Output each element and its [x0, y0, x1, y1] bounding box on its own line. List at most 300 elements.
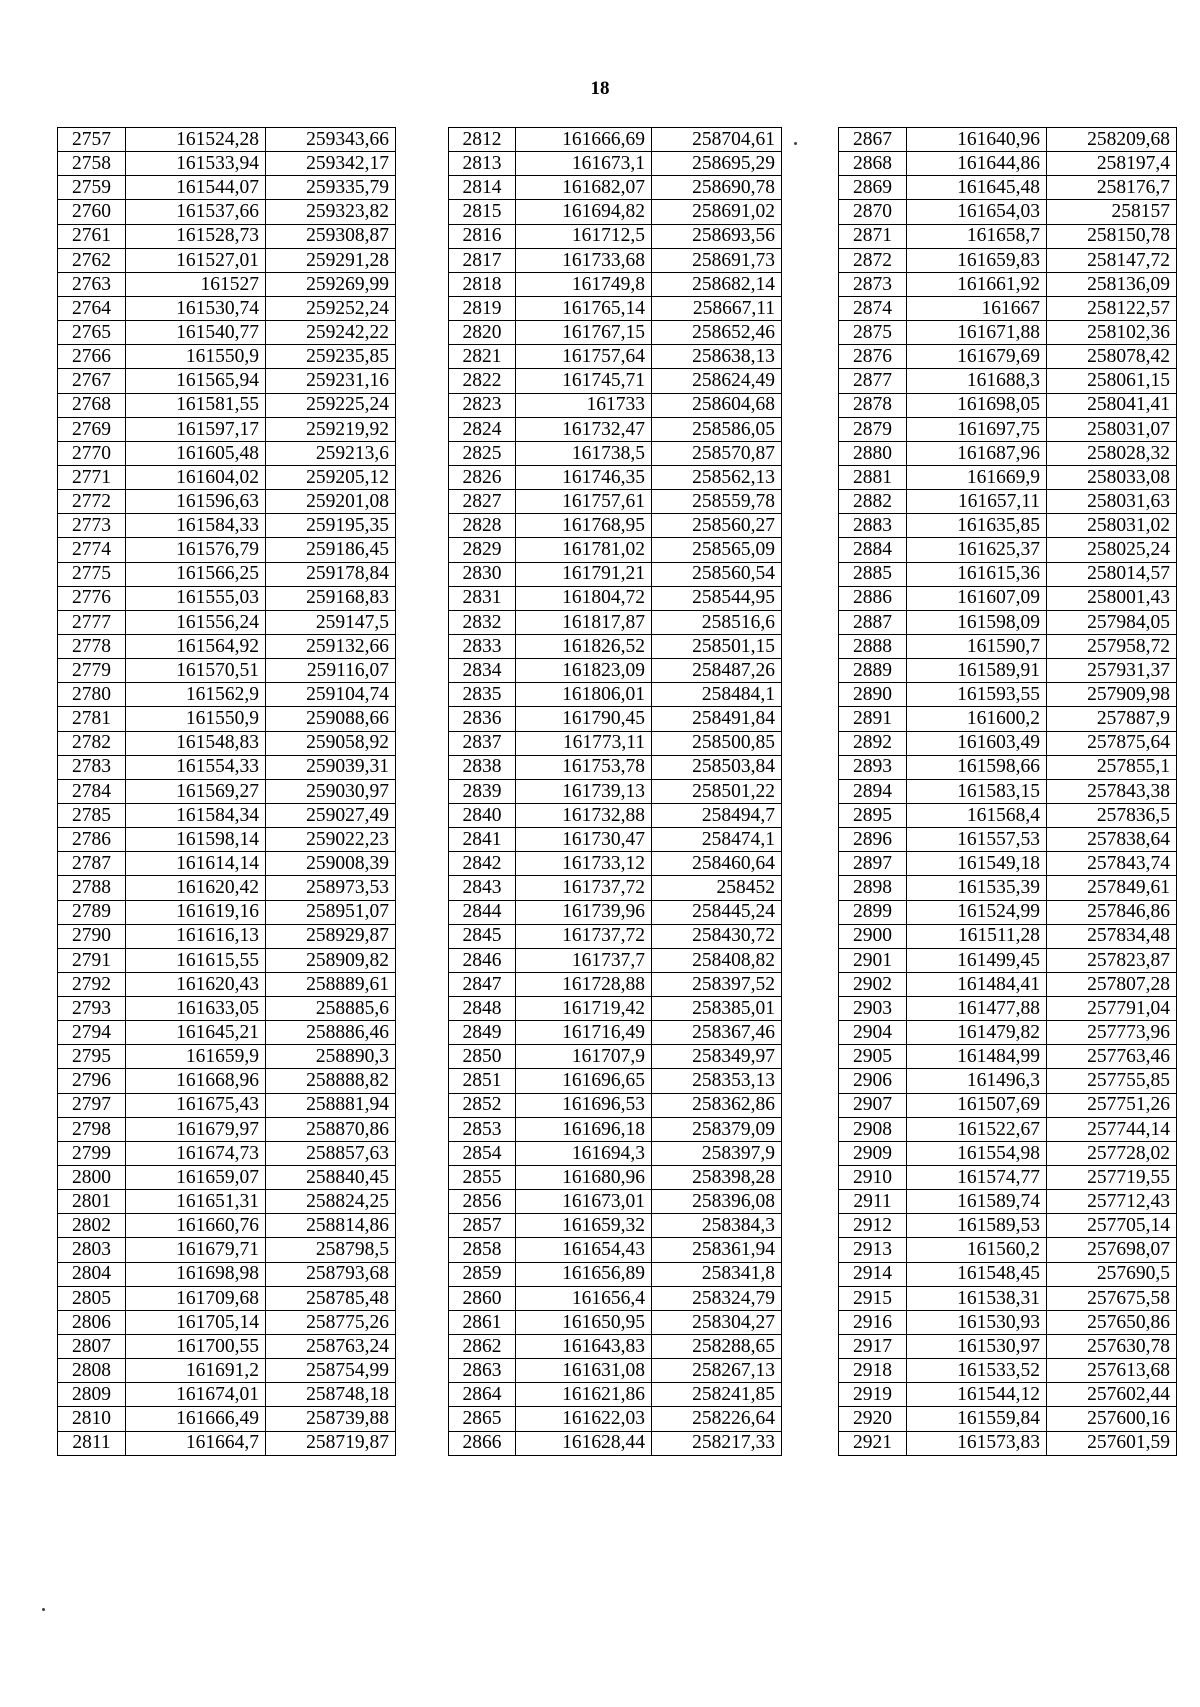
y-coordinate-cell: 258397,9 [652, 1141, 782, 1165]
x-coordinate-cell: 161568,4 [907, 803, 1047, 827]
x-coordinate-cell: 161560,2 [907, 1238, 1047, 1262]
x-coordinate-cell: 161550,9 [126, 707, 266, 731]
table-row [58, 176, 396, 200]
table-row [449, 393, 782, 417]
table-row [58, 441, 396, 465]
point-number-cell: 2848 [449, 997, 516, 1021]
table-row [839, 1045, 1177, 1069]
point-number-cell: 2905 [839, 1045, 907, 1069]
point-number-cell: 2822 [449, 369, 516, 393]
x-coordinate-cell: 161596,63 [126, 490, 266, 514]
table-row [58, 345, 396, 369]
y-coordinate-cell: 257728,02 [1047, 1141, 1177, 1165]
x-coordinate-cell: 161675,43 [126, 1093, 266, 1117]
y-coordinate-cell: 258136,09 [1047, 272, 1177, 296]
table-row [449, 683, 782, 707]
point-number-cell: 2820 [449, 321, 516, 345]
table-row [839, 1069, 1177, 1093]
y-coordinate-cell: 259335,79 [266, 176, 396, 200]
table-row [839, 1021, 1177, 1045]
coordinates-table-1-body [58, 128, 396, 1456]
x-coordinate-cell: 161650,95 [516, 1310, 652, 1334]
point-number-cell: 2758 [58, 152, 126, 176]
y-coordinate-cell: 257602,44 [1047, 1383, 1177, 1407]
y-coordinate-cell: 258157 [1047, 200, 1177, 224]
x-coordinate-cell: 161569,27 [126, 779, 266, 803]
x-coordinate-cell: 161673,01 [516, 1190, 652, 1214]
x-coordinate-cell: 161528,73 [126, 224, 266, 248]
y-coordinate-cell: 257875,64 [1047, 731, 1177, 755]
table-row [839, 417, 1177, 441]
x-coordinate-cell: 161589,74 [907, 1190, 1047, 1214]
x-coordinate-cell: 161667 [907, 296, 1047, 320]
table-row [449, 441, 782, 465]
x-coordinate-cell: 161522,67 [907, 1117, 1047, 1141]
point-number-cell: 2850 [449, 1045, 516, 1069]
point-number-cell: 2898 [839, 876, 907, 900]
point-number-cell: 2877 [839, 369, 907, 393]
table-row [58, 634, 396, 658]
y-coordinate-cell: 259030,97 [266, 779, 396, 803]
point-number-cell: 2873 [839, 272, 907, 296]
point-number-cell: 2835 [449, 683, 516, 707]
table-row [58, 731, 396, 755]
x-coordinate-cell: 161730,47 [516, 828, 652, 852]
point-number-cell: 2828 [449, 514, 516, 538]
table-row [449, 296, 782, 320]
x-coordinate-cell: 161728,88 [516, 972, 652, 996]
point-number-cell: 2776 [58, 586, 126, 610]
y-coordinate-cell: 257823,87 [1047, 948, 1177, 972]
y-coordinate-cell: 259058,92 [266, 731, 396, 755]
point-number-cell: 2757 [58, 128, 126, 152]
table-row [58, 321, 396, 345]
y-coordinate-cell: 258147,72 [1047, 248, 1177, 272]
x-coordinate-cell: 161570,51 [126, 659, 266, 683]
table-row [839, 176, 1177, 200]
y-coordinate-cell: 258754,99 [266, 1359, 396, 1383]
point-number-cell: 2871 [839, 224, 907, 248]
table-row [839, 1117, 1177, 1141]
x-coordinate-cell: 161659,9 [126, 1045, 266, 1069]
y-coordinate-cell: 259116,07 [266, 659, 396, 683]
table-row [839, 779, 1177, 803]
y-coordinate-cell: 259022,23 [266, 828, 396, 852]
point-number-cell: 2906 [839, 1069, 907, 1093]
point-number-cell: 2760 [58, 200, 126, 224]
point-number-cell: 2865 [449, 1407, 516, 1431]
y-coordinate-cell: 257630,78 [1047, 1335, 1177, 1359]
table-row [839, 803, 1177, 827]
x-coordinate-cell: 161589,53 [907, 1214, 1047, 1238]
table-row [58, 852, 396, 876]
table-row [58, 272, 396, 296]
x-coordinate-cell: 161765,14 [516, 296, 652, 320]
table-row [449, 1093, 782, 1117]
point-number-cell: 2904 [839, 1021, 907, 1045]
table-row [58, 948, 396, 972]
y-coordinate-cell: 258226,64 [652, 1407, 782, 1431]
x-coordinate-cell: 161687,96 [907, 441, 1047, 465]
x-coordinate-cell: 161524,99 [907, 900, 1047, 924]
point-number-cell: 2825 [449, 441, 516, 465]
table-row [58, 1238, 396, 1262]
y-coordinate-cell: 258324,79 [652, 1286, 782, 1310]
x-coordinate-cell: 161600,2 [907, 707, 1047, 731]
y-coordinate-cell: 259308,87 [266, 224, 396, 248]
point-number-cell: 2869 [839, 176, 907, 200]
table-row [839, 707, 1177, 731]
y-coordinate-cell: 258500,85 [652, 731, 782, 755]
y-coordinate-cell: 259291,28 [266, 248, 396, 272]
point-number-cell: 2885 [839, 562, 907, 586]
table-row [449, 1141, 782, 1165]
y-coordinate-cell: 258445,24 [652, 900, 782, 924]
y-coordinate-cell: 258385,01 [652, 997, 782, 1021]
table-row [58, 1286, 396, 1310]
table-row [58, 393, 396, 417]
y-coordinate-cell: 258267,13 [652, 1359, 782, 1383]
x-coordinate-cell: 161757,61 [516, 490, 652, 514]
point-number-cell: 2858 [449, 1238, 516, 1262]
point-number-cell: 2831 [449, 586, 516, 610]
x-coordinate-cell: 161733 [516, 393, 652, 417]
y-coordinate-cell: 258516,6 [652, 610, 782, 634]
y-coordinate-cell: 258638,13 [652, 345, 782, 369]
x-coordinate-cell: 161709,68 [126, 1286, 266, 1310]
y-coordinate-cell: 258379,09 [652, 1117, 782, 1141]
table-row [449, 659, 782, 683]
point-number-cell: 2860 [449, 1286, 516, 1310]
point-number-cell: 2841 [449, 828, 516, 852]
x-coordinate-cell: 161694,82 [516, 200, 652, 224]
x-coordinate-cell: 161666,69 [516, 128, 652, 152]
table-row [839, 1359, 1177, 1383]
table-row [58, 683, 396, 707]
table-row [839, 948, 1177, 972]
point-number-cell: 2852 [449, 1093, 516, 1117]
point-number-cell: 2827 [449, 490, 516, 514]
y-coordinate-cell: 258763,24 [266, 1335, 396, 1359]
point-number-cell: 2851 [449, 1069, 516, 1093]
x-coordinate-cell: 161823,09 [516, 659, 652, 683]
x-coordinate-cell: 161625,37 [907, 538, 1047, 562]
table-row [839, 562, 1177, 586]
table-row [839, 1190, 1177, 1214]
table-row [839, 1141, 1177, 1165]
x-coordinate-cell: 161533,94 [126, 152, 266, 176]
point-number-cell: 2910 [839, 1166, 907, 1190]
x-coordinate-cell: 161697,75 [907, 417, 1047, 441]
point-number-cell: 2826 [449, 465, 516, 489]
y-coordinate-cell: 257836,5 [1047, 803, 1177, 827]
y-coordinate-cell: 258361,94 [652, 1238, 782, 1262]
table-row [839, 1238, 1177, 1262]
table-row [58, 779, 396, 803]
point-number-cell: 2768 [58, 393, 126, 417]
table-row [839, 900, 1177, 924]
point-number-cell: 2870 [839, 200, 907, 224]
y-coordinate-cell: 258122,57 [1047, 296, 1177, 320]
y-coordinate-cell: 258775,26 [266, 1310, 396, 1334]
point-number-cell: 2901 [839, 948, 907, 972]
x-coordinate-cell: 161757,64 [516, 345, 652, 369]
y-coordinate-cell: 258501,15 [652, 634, 782, 658]
y-coordinate-cell: 258304,27 [652, 1310, 782, 1334]
y-coordinate-cell: 257705,14 [1047, 1214, 1177, 1238]
point-number-cell: 2876 [839, 345, 907, 369]
y-coordinate-cell: 257887,9 [1047, 707, 1177, 731]
point-number-cell: 2896 [839, 828, 907, 852]
x-coordinate-cell: 161527 [126, 272, 266, 296]
x-coordinate-cell: 161738,5 [516, 441, 652, 465]
table-row [449, 176, 782, 200]
table-row [449, 610, 782, 634]
x-coordinate-cell: 161614,14 [126, 852, 266, 876]
point-number-cell: 2800 [58, 1166, 126, 1190]
point-number-cell: 2843 [449, 876, 516, 900]
table-row [449, 1117, 782, 1141]
x-coordinate-cell: 161826,52 [516, 634, 652, 658]
table-row [839, 1431, 1177, 1455]
point-number-cell: 2807 [58, 1335, 126, 1359]
table-row [449, 1407, 782, 1431]
point-number-cell: 2788 [58, 876, 126, 900]
point-number-cell: 2771 [58, 465, 126, 489]
x-coordinate-cell: 161705,14 [126, 1310, 266, 1334]
x-coordinate-cell: 161696,18 [516, 1117, 652, 1141]
y-coordinate-cell: 259008,39 [266, 852, 396, 876]
table-row [58, 610, 396, 634]
x-coordinate-cell: 161530,74 [126, 296, 266, 320]
y-coordinate-cell: 258397,52 [652, 972, 782, 996]
x-coordinate-cell: 161781,02 [516, 538, 652, 562]
table-row [839, 369, 1177, 393]
y-coordinate-cell: 258176,7 [1047, 176, 1177, 200]
x-coordinate-cell: 161554,98 [907, 1141, 1047, 1165]
y-coordinate-cell: 258031,63 [1047, 490, 1177, 514]
point-number-cell: 2897 [839, 852, 907, 876]
x-coordinate-cell: 161745,71 [516, 369, 652, 393]
y-coordinate-cell: 257613,68 [1047, 1359, 1177, 1383]
table-row [839, 272, 1177, 296]
x-coordinate-cell: 161619,16 [126, 900, 266, 924]
y-coordinate-cell: 258624,49 [652, 369, 782, 393]
y-coordinate-cell: 258288,65 [652, 1335, 782, 1359]
x-coordinate-cell: 161790,45 [516, 707, 652, 731]
x-coordinate-cell: 161679,97 [126, 1117, 266, 1141]
y-coordinate-cell: 258560,54 [652, 562, 782, 586]
table-row [839, 683, 1177, 707]
x-coordinate-cell: 161753,78 [516, 755, 652, 779]
y-coordinate-cell: 258739,88 [266, 1407, 396, 1431]
x-coordinate-cell: 161657,11 [907, 490, 1047, 514]
x-coordinate-cell: 161616,13 [126, 924, 266, 948]
x-coordinate-cell: 161733,68 [516, 248, 652, 272]
y-coordinate-cell: 258814,86 [266, 1214, 396, 1238]
point-number-cell: 2796 [58, 1069, 126, 1093]
y-coordinate-cell: 258484,1 [652, 683, 782, 707]
point-number-cell: 2829 [449, 538, 516, 562]
point-number-cell: 2786 [58, 828, 126, 852]
x-coordinate-cell: 161680,96 [516, 1166, 652, 1190]
y-coordinate-cell: 258691,02 [652, 200, 782, 224]
x-coordinate-cell: 161538,31 [907, 1286, 1047, 1310]
x-coordinate-cell: 161817,87 [516, 610, 652, 634]
y-coordinate-cell: 257931,37 [1047, 659, 1177, 683]
y-coordinate-cell: 258798,5 [266, 1238, 396, 1262]
x-coordinate-cell: 161527,01 [126, 248, 266, 272]
table-row [58, 128, 396, 152]
x-coordinate-cell: 161584,33 [126, 514, 266, 538]
table-row [449, 1310, 782, 1334]
point-number-cell: 2764 [58, 296, 126, 320]
table-row [449, 1238, 782, 1262]
y-coordinate-cell: 257751,26 [1047, 1093, 1177, 1117]
y-coordinate-cell: 259201,08 [266, 490, 396, 514]
x-coordinate-cell: 161719,42 [516, 997, 652, 1021]
table-row [839, 659, 1177, 683]
point-number-cell: 2884 [839, 538, 907, 562]
table-row [58, 1021, 396, 1045]
y-coordinate-cell: 259269,99 [266, 272, 396, 296]
x-coordinate-cell: 161559,84 [907, 1407, 1047, 1431]
x-coordinate-cell: 161581,55 [126, 393, 266, 417]
y-coordinate-cell: 259104,74 [266, 683, 396, 707]
table-row [58, 1069, 396, 1093]
x-coordinate-cell: 161666,49 [126, 1407, 266, 1431]
x-coordinate-cell: 161682,07 [516, 176, 652, 200]
point-number-cell: 2907 [839, 1093, 907, 1117]
point-number-cell: 2797 [58, 1093, 126, 1117]
y-coordinate-cell: 258881,94 [266, 1093, 396, 1117]
point-number-cell: 2846 [449, 948, 516, 972]
point-number-cell: 2785 [58, 803, 126, 827]
y-coordinate-cell: 258341,8 [652, 1262, 782, 1286]
x-coordinate-cell: 161615,55 [126, 948, 266, 972]
table-row [449, 1286, 782, 1310]
x-coordinate-cell: 161669,9 [907, 465, 1047, 489]
point-number-cell: 2792 [58, 972, 126, 996]
y-coordinate-cell: 258570,87 [652, 441, 782, 465]
y-coordinate-cell: 257838,64 [1047, 828, 1177, 852]
table-row [839, 393, 1177, 417]
y-coordinate-cell: 257744,14 [1047, 1117, 1177, 1141]
point-number-cell: 2912 [839, 1214, 907, 1238]
y-coordinate-cell: 258460,64 [652, 852, 782, 876]
x-coordinate-cell: 161660,76 [126, 1214, 266, 1238]
x-coordinate-cell: 161544,07 [126, 176, 266, 200]
table-row [449, 1021, 782, 1045]
x-coordinate-cell: 161622,03 [516, 1407, 652, 1431]
y-coordinate-cell: 258690,78 [652, 176, 782, 200]
x-coordinate-cell: 161598,66 [907, 755, 1047, 779]
x-coordinate-cell: 161698,98 [126, 1262, 266, 1286]
point-number-cell: 2787 [58, 852, 126, 876]
y-coordinate-cell: 258503,84 [652, 755, 782, 779]
point-number-cell: 2908 [839, 1117, 907, 1141]
coordinates-table-3 [838, 127, 1177, 1456]
point-number-cell: 2863 [449, 1359, 516, 1383]
table-row [58, 1359, 396, 1383]
y-coordinate-cell: 258061,15 [1047, 369, 1177, 393]
x-coordinate-cell: 161767,15 [516, 321, 652, 345]
x-coordinate-cell: 161654,03 [907, 200, 1047, 224]
y-coordinate-cell: 258367,46 [652, 1021, 782, 1045]
y-coordinate-cell: 258586,05 [652, 417, 782, 441]
table-row [449, 876, 782, 900]
y-coordinate-cell: 257601,59 [1047, 1431, 1177, 1455]
x-coordinate-cell: 161550,9 [126, 345, 266, 369]
y-coordinate-cell: 258704,61 [652, 128, 782, 152]
point-number-cell: 2866 [449, 1431, 516, 1455]
y-coordinate-cell: 258102,36 [1047, 321, 1177, 345]
point-number-cell: 2839 [449, 779, 516, 803]
table-row [839, 321, 1177, 345]
y-coordinate-cell: 257834,48 [1047, 924, 1177, 948]
table-row [58, 417, 396, 441]
y-coordinate-cell: 258150,78 [1047, 224, 1177, 248]
table-row [58, 369, 396, 393]
table-row [449, 731, 782, 755]
coordinates-table-1 [57, 127, 396, 1456]
x-coordinate-cell: 161540,77 [126, 321, 266, 345]
table-row [58, 562, 396, 586]
table-row [839, 128, 1177, 152]
table-row [449, 948, 782, 972]
y-coordinate-cell: 258001,43 [1047, 586, 1177, 610]
y-coordinate-cell: 258033,08 [1047, 465, 1177, 489]
coordinates-table-2-body [449, 128, 782, 1456]
y-coordinate-cell: 258241,85 [652, 1383, 782, 1407]
table-row [449, 828, 782, 852]
y-coordinate-cell: 258885,6 [266, 997, 396, 1021]
point-number-cell: 2833 [449, 634, 516, 658]
table-row [58, 659, 396, 683]
x-coordinate-cell: 161549,18 [907, 852, 1047, 876]
table-row [839, 1286, 1177, 1310]
y-coordinate-cell: 258824,25 [266, 1190, 396, 1214]
table-row [449, 1190, 782, 1214]
point-number-cell: 2794 [58, 1021, 126, 1045]
x-coordinate-cell: 161564,92 [126, 634, 266, 658]
y-coordinate-cell: 258785,48 [266, 1286, 396, 1310]
x-coordinate-cell: 161620,43 [126, 972, 266, 996]
x-coordinate-cell: 161746,35 [516, 465, 652, 489]
point-number-cell: 2840 [449, 803, 516, 827]
y-coordinate-cell: 258408,82 [652, 948, 782, 972]
x-coordinate-cell: 161533,52 [907, 1359, 1047, 1383]
y-coordinate-cell: 258209,68 [1047, 128, 1177, 152]
x-coordinate-cell: 161654,43 [516, 1238, 652, 1262]
point-number-cell: 2864 [449, 1383, 516, 1407]
point-number-cell: 2849 [449, 1021, 516, 1045]
x-coordinate-cell: 161659,32 [516, 1214, 652, 1238]
point-number-cell: 2781 [58, 707, 126, 731]
y-coordinate-cell: 258691,73 [652, 248, 782, 272]
table-row [58, 1093, 396, 1117]
table-row [58, 1117, 396, 1141]
x-coordinate-cell: 161732,47 [516, 417, 652, 441]
table-row [839, 1310, 1177, 1334]
table-row [449, 345, 782, 369]
point-number-cell: 2872 [839, 248, 907, 272]
y-coordinate-cell: 257958,72 [1047, 634, 1177, 658]
table-row [58, 248, 396, 272]
y-coordinate-cell: 257698,07 [1047, 1238, 1177, 1262]
table-row [449, 152, 782, 176]
point-number-cell: 2917 [839, 1335, 907, 1359]
